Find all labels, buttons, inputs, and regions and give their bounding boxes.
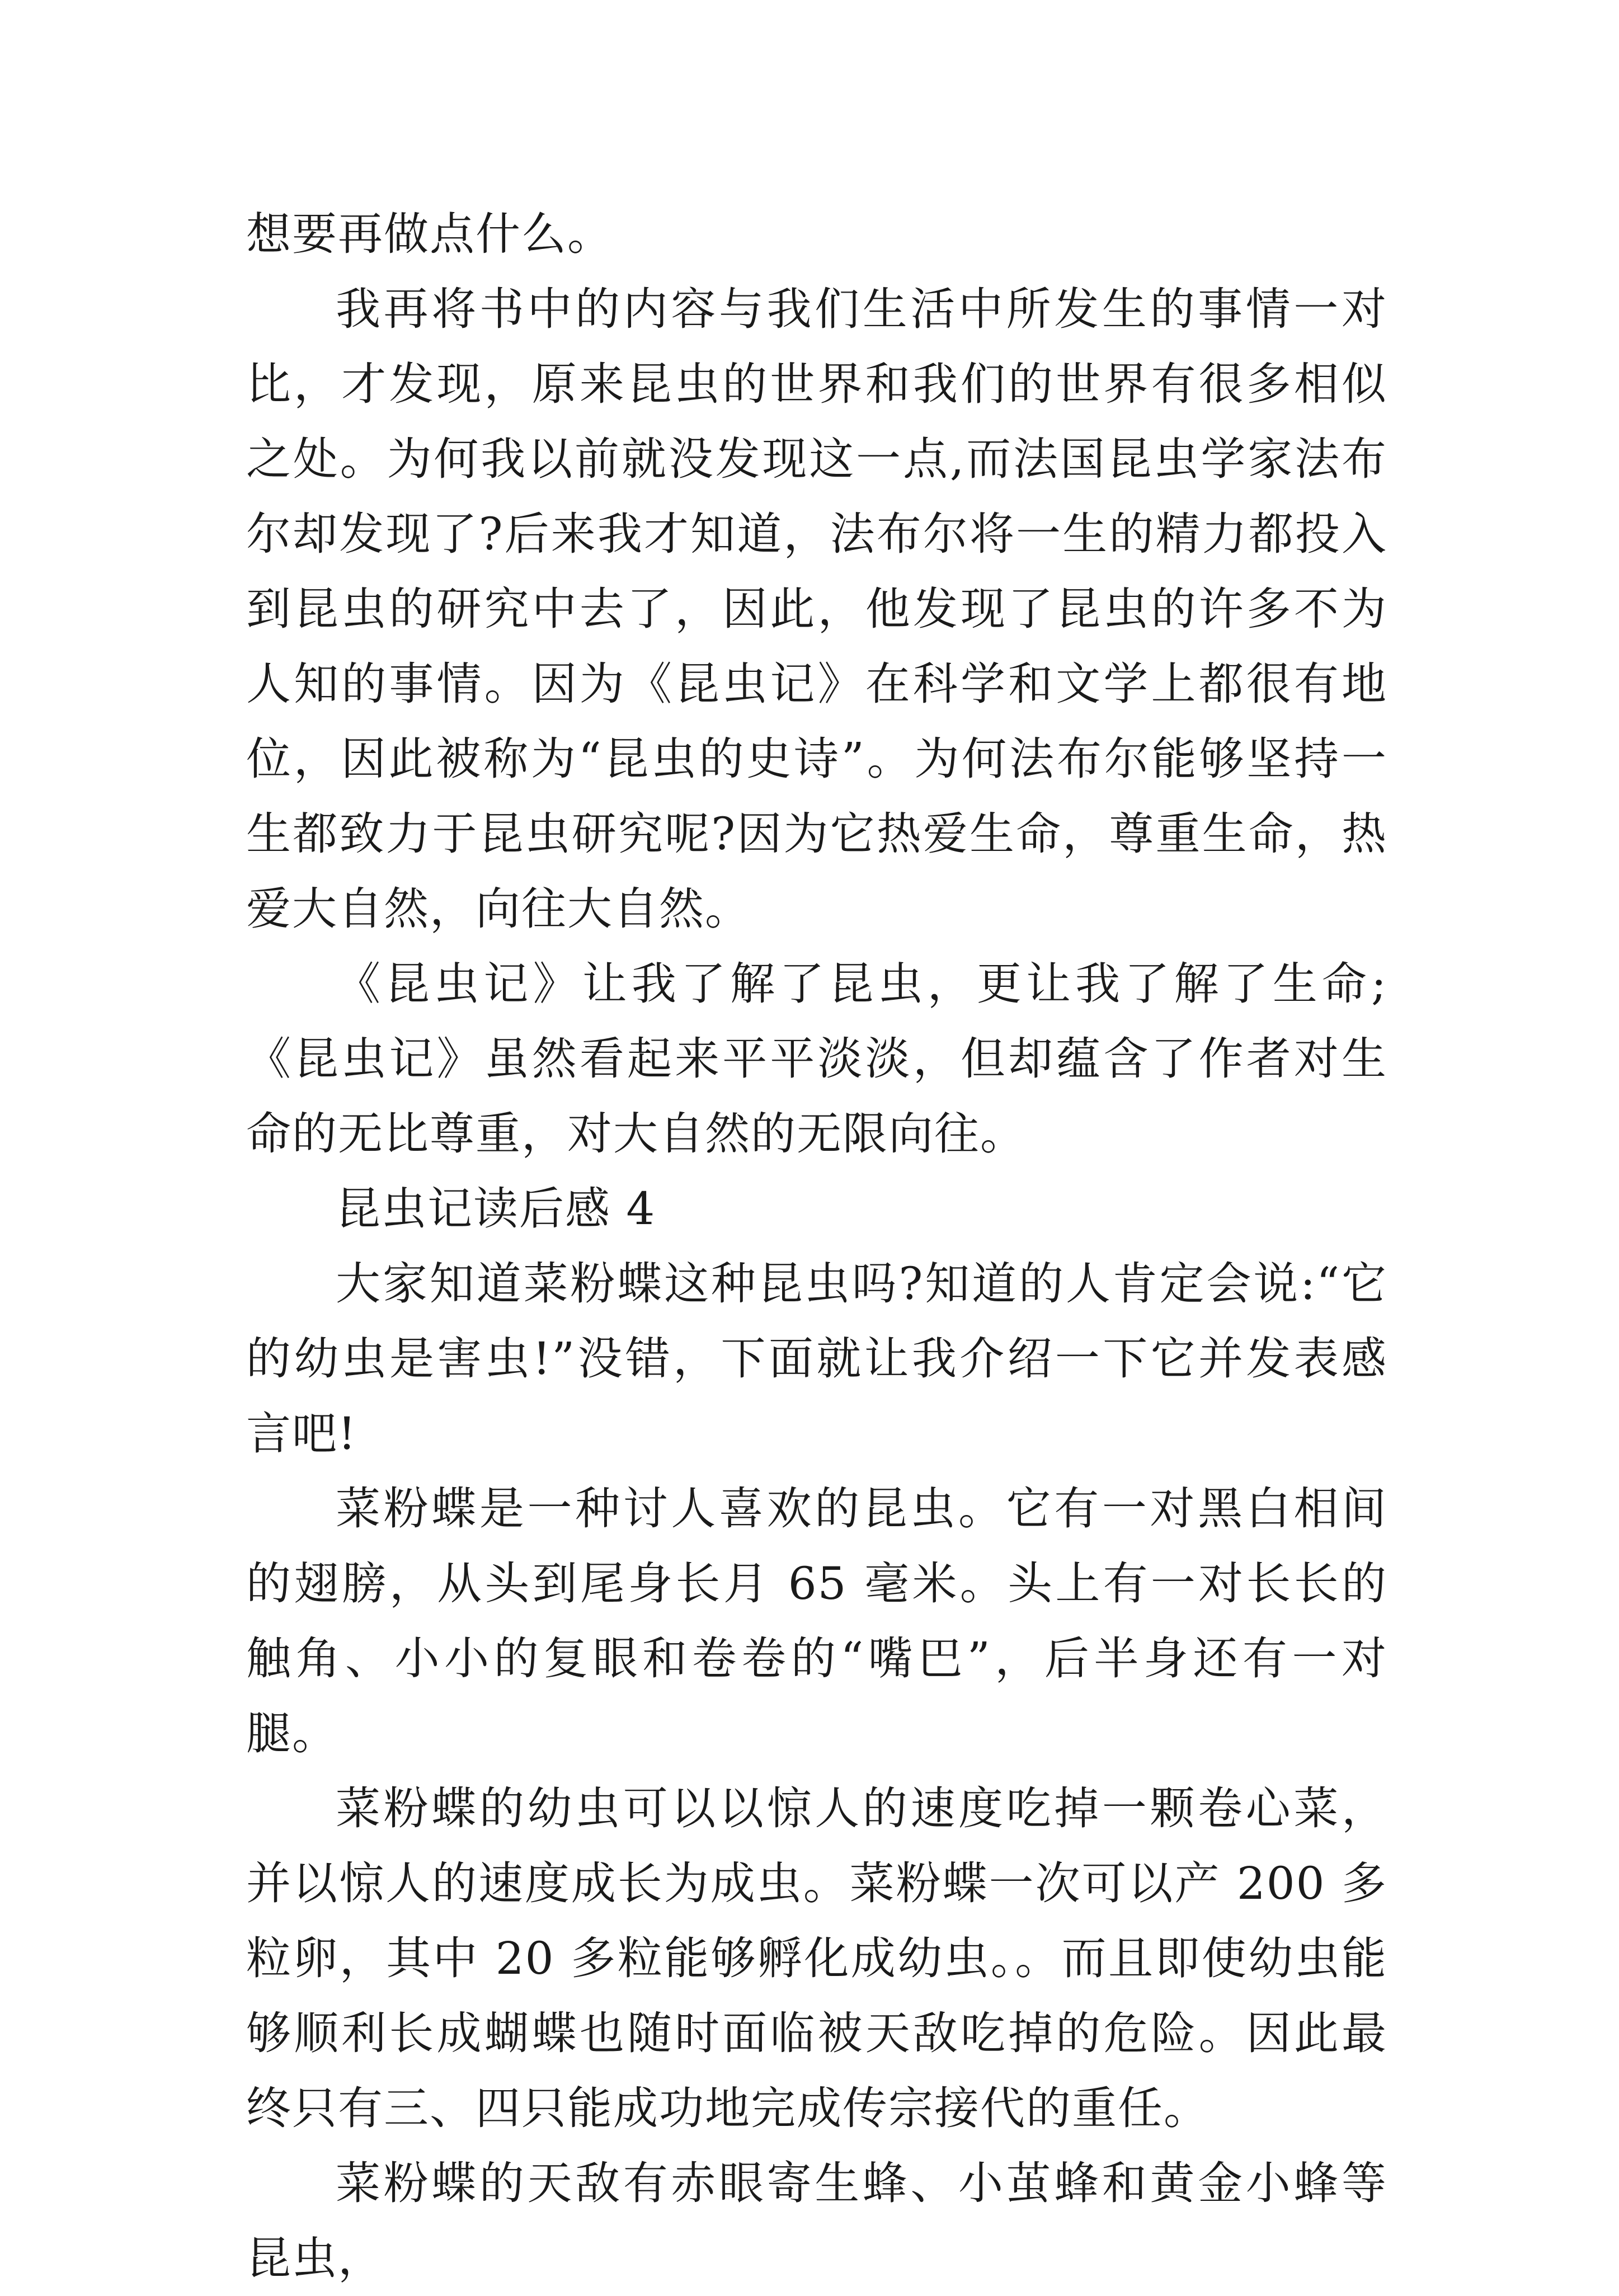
paragraph-2: 我再将书中的内容与我们生活中所发生的事情一对比，才发现，原来昆虫的世界和我们的世界有很多相似之处。为何我以前就没发现这一点,而法国昆虫学家法布尔却发现了?后来我才知道，法布尔将一生的精力都投入到昆虫的研究中去了，因此，他发现了昆虫的许多不为人知的事情。因为《昆虫记》在科学和文学上都很有地位，因此被称为“昆虫的史诗”。为何法布尔能够坚持一生都致力于昆虫研究呢?因为它热爱生命，尊重生命，热爱大自然，向往大自然。 [246,283,1387,935]
section-heading: 昆虫记读后感 4 [336,1183,656,1235]
paragraph-5: 菜粉蝶是一种讨人喜欢的昆虫。它有一对黑白相间的翅膀，从头到尾身长月 65 毫米。头上有一对长长的触角、小小的复眼和卷卷的“嘴巴”，后半身还有一对腿。 [246,1483,1387,1759]
document-body [246,197,1387,2296]
paragraph-3: 《昆虫记》让我了解了昆虫，更让我了解了生命;《昆虫记》虽然看起来平平淡淡，但却蕴含了作者对生命的无比尊重，对大自然的无限向往。 [246,958,1387,1160]
paragraph-1: 想要再做点什么。 [246,208,613,260]
paragraph-6: 菜粉蝶的幼虫可以以惊人的速度吃掉一颗卷心菜，并以惊人的速度成长为成虫。菜粉蝶一次可以产 200 多粒卵，其中 20 多粒能够孵化成幼虫。。而且即使幼虫能够顺利长成蝴蝶也随时面临被天敌吃掉的危险。因此最终只有三、四只能成功地完成传宗接代的重任。 [246,1782,1387,2134]
paragraph-7: 菜粉蝶的天敌有赤眼寄生蜂、小茧蜂和黄金小蜂等昆虫， [246,2157,1387,2284]
paragraph-4: 大家知道菜粉蝶这种昆虫吗?知道的人肯定会说:“它的幼虫是害虫!”没错，下面就让我介绍一下它并发表感言吧! [246,1258,1387,1460]
